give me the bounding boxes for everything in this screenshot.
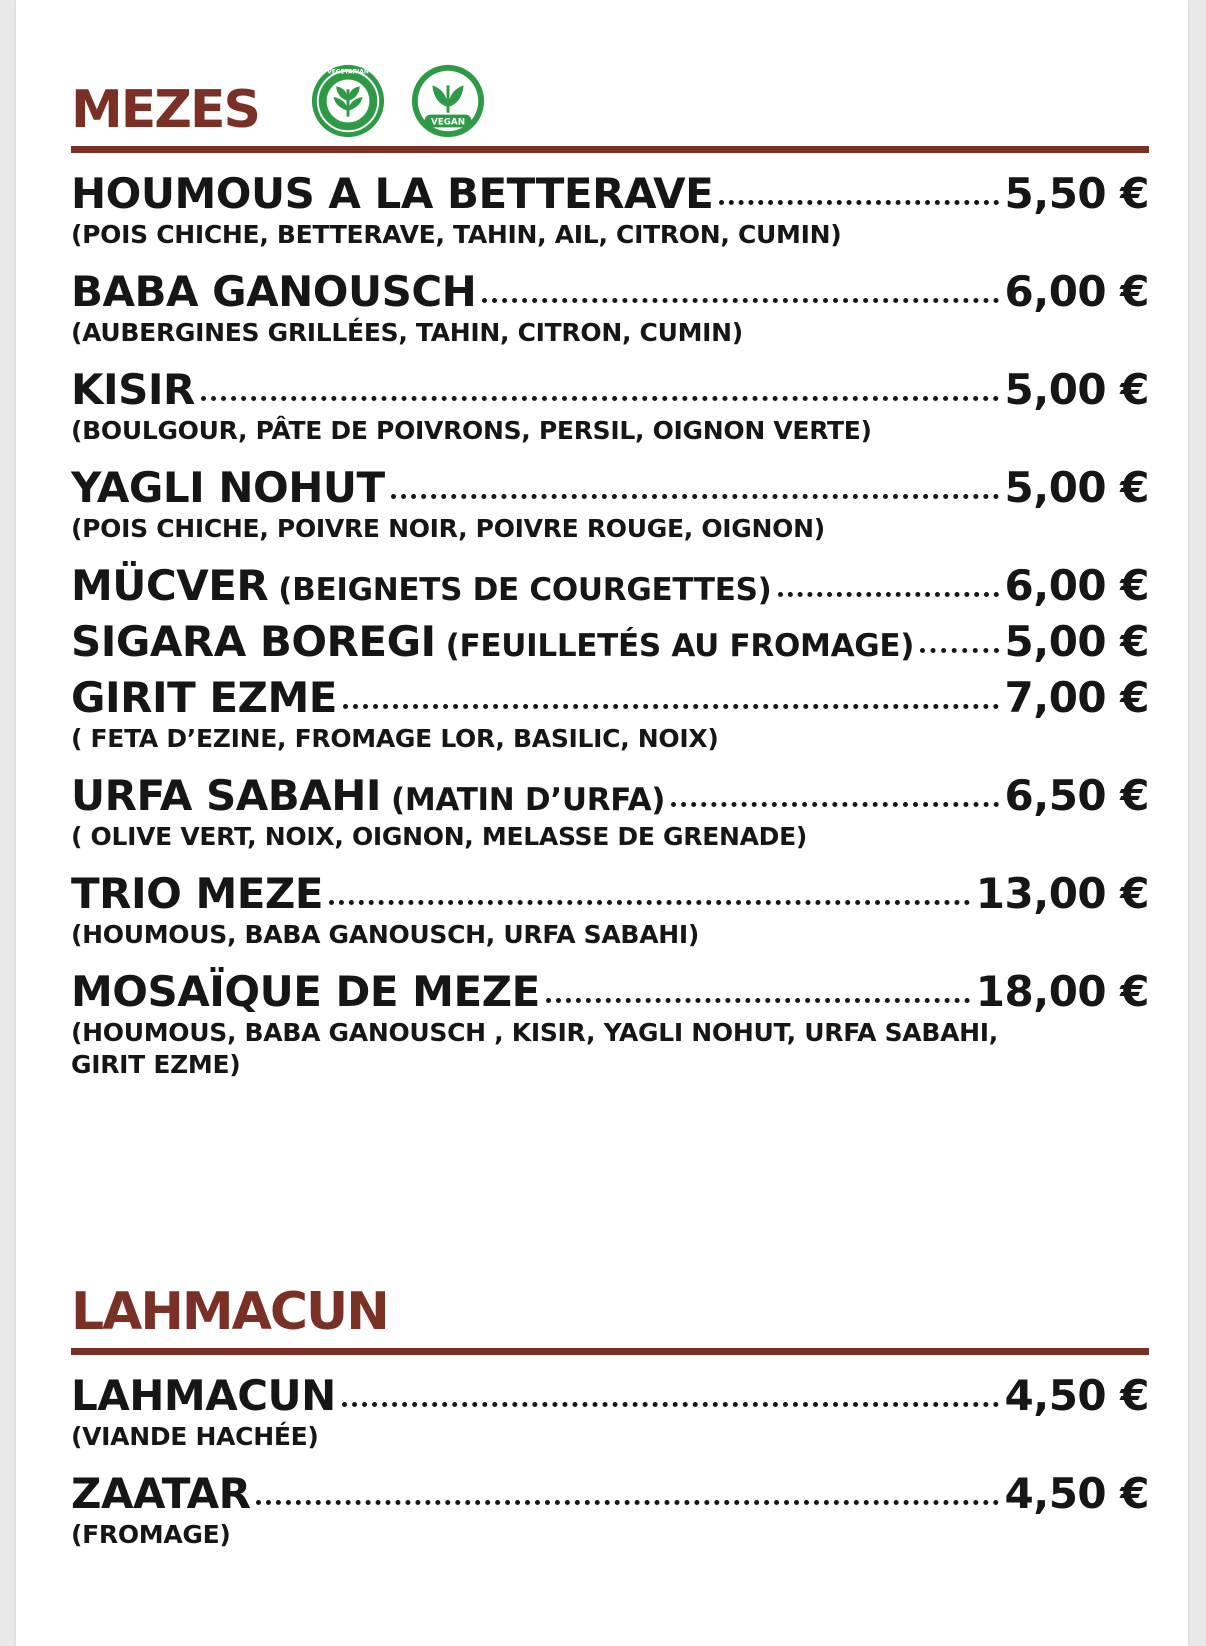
menu-item (71, 673, 1149, 755)
item-description: (VIANDE HACHÉE) (71, 1422, 319, 1451)
vegetarian-badge-text: VEGETARIAN (327, 69, 369, 76)
item-price: 7,00 € (1004, 673, 1149, 722)
section-title: MEZES (71, 80, 259, 140)
item-note: (BEIGNETS DE COURGETTES) (278, 572, 772, 608)
menu-item (71, 869, 1149, 951)
section-lahmacun (71, 1282, 1149, 1571)
item-name: BABA GANOUSCH (71, 267, 477, 316)
item-note: (MATIN D’URFA) (391, 782, 666, 818)
dot-leader (342, 1402, 999, 1407)
vegan-badge-text: VEGAN (430, 117, 466, 128)
item-description: (FROMAGE) (71, 1520, 231, 1549)
dot-leader (920, 648, 998, 653)
item-name: MOSAÏQUE DE MEZE (71, 967, 540, 1016)
dot-leader (671, 802, 998, 807)
item-name: URFA SABAHI (71, 771, 381, 820)
item-name: GIRIT EZME (71, 673, 337, 722)
item-price: 18,00 € (975, 967, 1149, 1016)
menu-item (71, 1469, 1149, 1551)
item-description: (POIS CHICHE, POIVRE NOIR, POIVRE ROUGE, OIGNON) (71, 514, 825, 543)
dot-leader (546, 998, 970, 1003)
vegan-badge-icon (409, 62, 487, 140)
section-mezes (71, 60, 1149, 1101)
diet-badges (309, 62, 487, 140)
item-price: 6,50 € (1004, 771, 1149, 820)
item-note: (FEUILLETÉS AU FROMAGE) (445, 628, 915, 664)
item-description: (POIS CHICHE, BETTERAVE, TAHIN, AIL, CITRON, CUMIN) (71, 220, 842, 249)
item-name: LAHMACUN (71, 1371, 336, 1420)
dot-leader (719, 200, 998, 205)
menu-item (71, 561, 1149, 610)
item-price: 5,00 € (1004, 617, 1149, 666)
vegetarian-badge-icon (309, 62, 387, 140)
section-title: LAHMACUN (71, 1282, 388, 1342)
item-price: 6,00 € (1004, 561, 1149, 610)
item-price: 4,50 € (1004, 1469, 1149, 1518)
item-description: (AUBERGINES GRILLÉES, TAHIN, CITRON, CUMIN) (71, 318, 743, 347)
menu-item (71, 967, 1149, 1081)
section-header (71, 1282, 1149, 1342)
menu-item (71, 617, 1149, 666)
item-name: KISIR (71, 365, 195, 414)
menu-item (71, 267, 1149, 349)
item-name: ZAATAR (71, 1469, 251, 1518)
item-price: 5,50 € (1004, 169, 1149, 218)
section-divider (71, 146, 1149, 153)
item-name: SIGARA BOREGI (71, 617, 436, 666)
item-price: 4,50 € (1004, 1371, 1149, 1420)
menu-item (71, 169, 1149, 251)
item-name: TRIO MEZE (71, 869, 324, 918)
item-name: MÜCVER (71, 561, 269, 610)
item-price: 5,00 € (1004, 463, 1149, 512)
item-description: (HOUMOUS, BABA GANOUSCH, URFA SABAHI) (71, 920, 699, 949)
dot-leader (482, 298, 998, 303)
menu-item (71, 1371, 1149, 1453)
section-divider (71, 1348, 1149, 1355)
dot-leader (778, 592, 999, 597)
menu-page (16, 0, 1188, 1646)
dot-leader (329, 900, 970, 905)
item-price: 13,00 € (975, 869, 1149, 918)
item-description: (BOULGOUR, PÂTE DE POIVRONS, PERSIL, OIGNON VERTE) (71, 416, 872, 445)
dot-leader (343, 704, 999, 709)
item-description: ( FETA D’EZINE, FROMAGE LOR, BASILIC, NOIX) (71, 724, 719, 753)
menu-items (71, 169, 1149, 1081)
item-description: ( OLIVE VERT, NOIX, OIGNON, MELASSE DE GRENADE) (71, 822, 808, 851)
menu-item (71, 463, 1149, 545)
item-description: (HOUMOUS, BABA GANOUSCH , KISIR, YAGLI NOHUT, URFA SABAHI, GIRIT EZME) (71, 1018, 998, 1079)
dot-leader (201, 396, 999, 401)
item-price: 5,00 € (1004, 365, 1149, 414)
menu-item (71, 771, 1149, 853)
menu-items (71, 1371, 1149, 1551)
dot-leader (256, 1500, 998, 1505)
menu-item (71, 365, 1149, 447)
section-header (71, 60, 1149, 140)
item-name: YAGLI NOHUT (71, 463, 385, 512)
item-price: 6,00 € (1004, 267, 1149, 316)
dot-leader (391, 494, 999, 499)
item-name: HOUMOUS A LA BETTERAVE (71, 169, 714, 218)
